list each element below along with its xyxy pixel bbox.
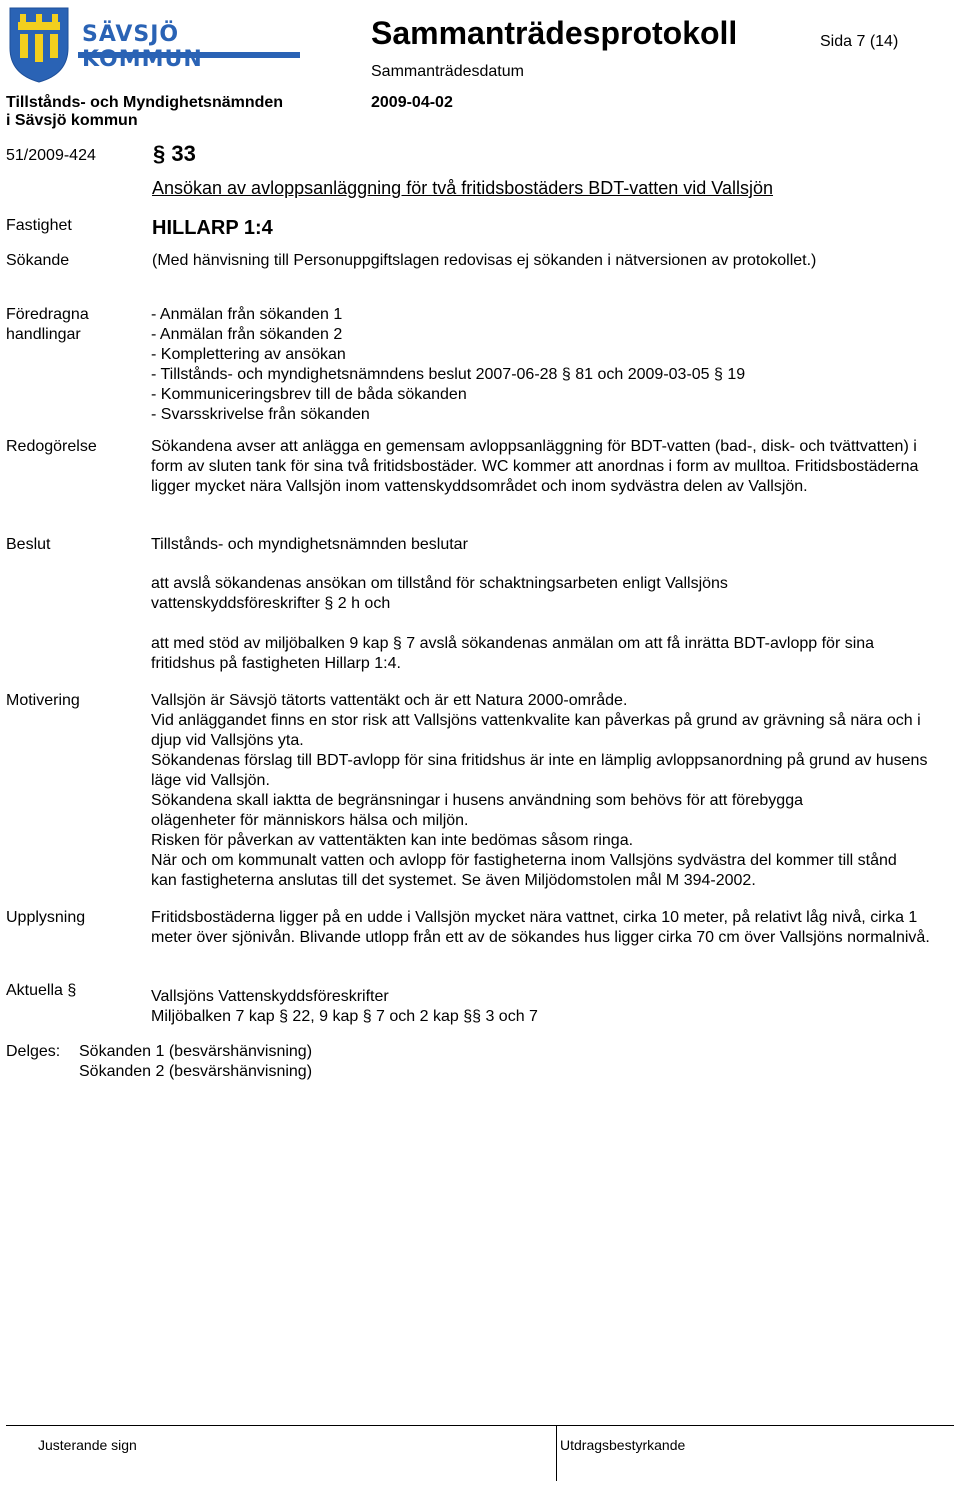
organization-municipality: i Sävsjö kommun — [6, 112, 138, 129]
list-item: Sökanden 1 (besvärshänvisning) — [79, 1043, 313, 1060]
motivering-label: Motivering — [6, 692, 80, 709]
delges-list — [79, 1042, 312, 1082]
upplysning-text: Fritidsbostäderna ligger på en udde i Vallsjön mycket nära vattnet, cirka 10 meter, på relativt låg nivå, cirka 1 meter över sjönivån. Blivande utlopp från ett av de sökandes hus ligger cirka 70 cm över Vallsjöns normalnivå. — [151, 909, 930, 946]
municipality-logo — [6, 4, 306, 84]
beslut-paragraph-2: att med stöd av miljöbalken 9 kap § 7 avslå sökandenas anmälan om att få inrätta BDT-avlopp för sina fritidshus på fastigheten Hillarp 1:4. — [151, 635, 875, 672]
case-number: 51/2009-424 — [6, 147, 96, 164]
handlingar-label: handlingar — [6, 326, 81, 343]
aktuella-list — [151, 987, 538, 1027]
beslut-label: Beslut — [6, 536, 51, 553]
motivering-line: Risken för påverkan av vattentäkten kan inte bedömas såsom ringa. — [151, 832, 634, 849]
utdragsbestyrkande-label: Utdragsbestyrkande — [560, 1437, 686, 1453]
upplysning-label: Upplysning — [6, 909, 86, 926]
foredragna-list — [151, 305, 745, 425]
meeting-date-label: Sammanträdesdatum — [371, 63, 524, 80]
list-item: - Anmälan från sökanden 2 — [151, 326, 343, 343]
sokande-value: (Med hänvisning till Personuppgiftslagen redovisas ej sökanden i nätversionen av protokollet.) — [152, 252, 817, 269]
list-item: - Tillstånds- och myndighetsnämndens beslut 2007-06-28 § 81 och 2009-03-05 § 19 — [151, 366, 746, 383]
organization-name: Tillstånds- och Myndighetsnämnden — [6, 94, 284, 111]
footer-rule — [6, 1425, 954, 1426]
meeting-date: 2009-04-02 — [371, 94, 453, 111]
redogorelse-text: Sökandena avser att anlägga en gemensam avloppsanläggning för BDT-vatten (bad-, disk- och tvättvatten) i form av sluten tank för sina två fritidsbostäder. WC kommer att anordnas i form av mulltoa. Fritidsbostäderna ligger mycket nära Vallsjön inom vattenskyddsområdet och inom sydvästra delen av Vallsjön. — [151, 438, 919, 495]
delges-label: Delges: — [6, 1043, 61, 1060]
motivering-line: Sökandenas förslag till BDT-avlopp för sina fritidshus är inte en lämplig avloppsanordning på grund av husens läge vid Vallsjön. — [151, 752, 928, 789]
motivering-line: Vid anläggandet finns en stor risk att Vallsjöns vattenkvalite kan påverkas på grund av grävning så nära och i djup vid Vallsjöns yta. — [151, 712, 921, 749]
section-number: § 33 — [153, 141, 196, 166]
list-item: - Svarsskrivelse från sökanden — [151, 406, 370, 423]
list-item: - Komplettering av ansökan — [151, 346, 346, 363]
beslut-paragraph-1: att avslå sökandenas ansökan om tillstånd för schaktningsarbeten enligt Vallsjöns vattenskyddsföreskrifter § 2 h och — [151, 575, 728, 612]
list-item: - Kommuniceringsbrev till de båda sökanden — [151, 386, 467, 403]
justerande-sign-label: Justerande sign — [38, 1437, 137, 1453]
motivering-text — [151, 691, 946, 891]
sokande-label: Sökande — [6, 252, 70, 269]
document-title: Sammanträdesprotokoll — [371, 15, 738, 51]
footer-divider — [556, 1425, 557, 1481]
motivering-line: När och om kommunalt vatten och avlopp för fastigheterna inom Vallsjöns sydvästra del kommer till stånd kan fastigheterna anslutas till det systemet. Se även Miljödomstolen mål M 394-2002. — [151, 852, 897, 889]
motivering-line: Sökandena skall iaktta de begränsningar i husens användning som behövs för att förebygga olägenheter för människors hälsa och miljön. — [151, 792, 803, 829]
case-title: Ansökan av avloppsanläggning för två fritidsbostäders BDT-vatten vid Vallsjön — [152, 178, 774, 198]
aktuella-label: Aktuella § — [6, 982, 77, 999]
list-item: Miljöbalken 7 kap § 22, 9 kap § 7 och 2 kap §§ 3 och 7 — [151, 1008, 538, 1025]
fastighet-label: Fastighet — [6, 217, 72, 234]
redogorelse-label: Redogörelse — [6, 438, 97, 455]
fastighet-value: HILLARP 1:4 — [152, 217, 273, 239]
list-item: - Anmälan från sökanden 1 — [151, 306, 343, 323]
list-item: Vallsjöns Vattenskyddsföreskrifter — [151, 988, 389, 1005]
list-item: Sökanden 2 (besvärshänvisning) — [79, 1063, 313, 1080]
motivering-line: Vallsjön är Sävsjö tätorts vattentäkt och är ett Natura 2000-område. — [151, 692, 628, 709]
beslut-intro: Tillstånds- och myndighetsnämnden beslutar — [151, 536, 468, 553]
foredragna-label: Föredragna — [6, 306, 89, 323]
logo-wordmark: SÄVSJÖ KOMMUN — [82, 22, 203, 72]
page-number: Sida 7 (14) — [820, 33, 899, 50]
